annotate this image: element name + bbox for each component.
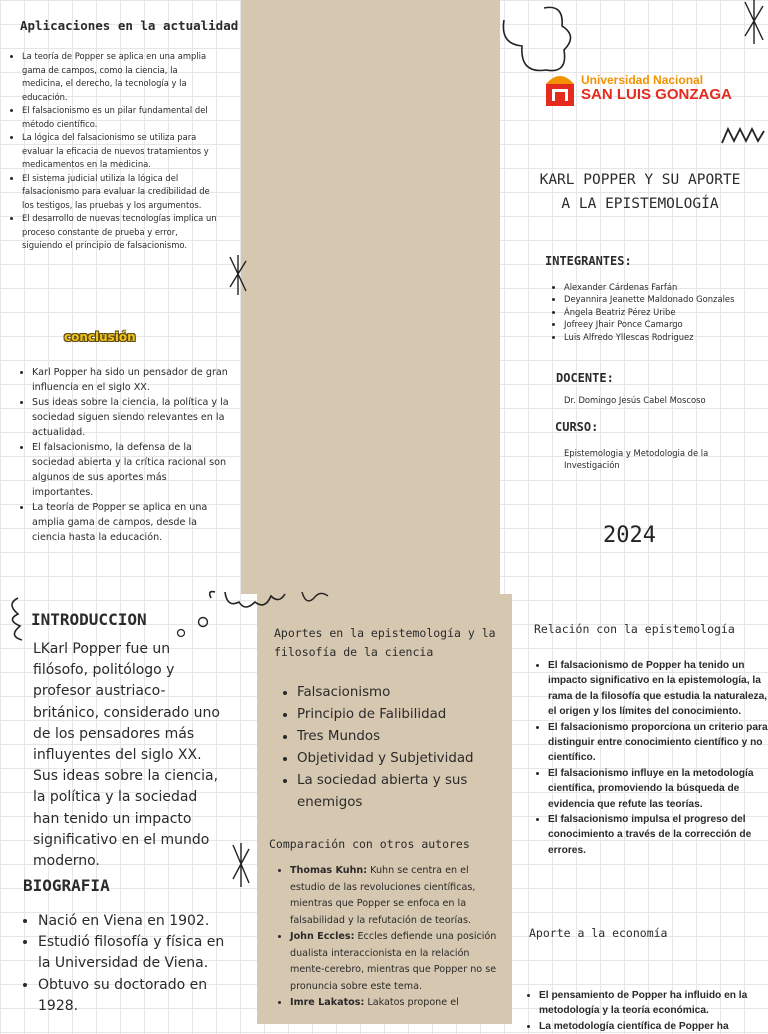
list-item	[290, 863, 500, 929]
author-comparison: Kuhn se centra en el estudio de las revoluciones científicas, mientras que Popper se enfoca en la falsabilidad y la refutación de teorías.	[290, 865, 476, 926]
relacion-list	[530, 658, 768, 858]
curso-name: Epistemologia y Metodologia de la Investigación	[564, 448, 709, 471]
cover-title-line1: KARL POPPER Y SU APORTE	[539, 172, 741, 188]
aplicaciones-list	[4, 50, 218, 253]
university-name-line2: SAN LUIS GONZAGA	[581, 86, 732, 103]
bio-list	[20, 911, 228, 1017]
list-item: • El falsacionismo de Popper ha tenido un impacto significativo en la epistemología, la rama de la filosofía que estudia la naturaleza, el origen y los límites del conocimiento.	[548, 658, 768, 720]
list-item: • Tres Mundos	[297, 726, 512, 748]
list-item: • La teoría de Popper se aplica en una amplia gama de campos, desde la ciencia hasta la educación.	[32, 500, 230, 545]
author-name: Imre Lakatos:	[290, 997, 365, 1008]
docente-label: DOCENTE:	[556, 371, 614, 385]
list-item: • La lógica del falsacionismo se utiliza para evaluar la eficacia de nuevos tratamientos y medicamentos en la medicina.	[22, 131, 218, 172]
list-item: • El falsacionismo impulsa el progreso del conocimiento a través de la corrección de errores.	[548, 812, 768, 858]
comparacion-list	[272, 863, 500, 1012]
list-item: • Luis Alfredo Yllescas Rodriguez	[564, 331, 744, 343]
author-name: Thomas Kuhn:	[290, 865, 368, 876]
university-name-line1: Universidad Nacional	[581, 73, 704, 87]
economia-title: Aporte a la economía	[529, 926, 668, 940]
intro-title: INTRODUCCION	[31, 610, 147, 629]
aplicaciones-title: Aplicaciones en la actualidad	[20, 18, 239, 33]
list-item: • Alexander Cárdenas Farfán	[564, 281, 744, 293]
wave-doodle-icon	[300, 588, 330, 610]
cloud-doodle-icon	[205, 588, 295, 618]
bracket-doodle-icon	[4, 596, 28, 642]
list-item: • La teoría de Popper se aplica en una amplia gama de campos, como la ciencia, la medicina, el derecho, la tecnología y la educación.	[22, 50, 218, 104]
star-doodle-icon	[226, 255, 250, 295]
list-item: • Falsacionismo	[297, 682, 512, 704]
star-doodle-icon	[229, 843, 253, 887]
list-item: • Sus ideas sobre la ciencia, la política y la sociedad siguen siendo relevantes en la actualidad.	[32, 395, 230, 440]
aportes-title: Aportes en la epistemología y la filosofía de la ciencia	[274, 626, 496, 659]
list-item	[290, 995, 500, 1012]
curso-label: CURSO:	[555, 420, 599, 434]
economia-list	[521, 988, 768, 1034]
cover-year: 2024	[603, 523, 656, 548]
list-item: • Objetividad y Subjetividad	[297, 748, 512, 770]
integrantes-list	[546, 281, 744, 343]
conclusion-list	[14, 365, 230, 545]
author-comparison: Eccles defiende una posición dualista interaccionista en la relación mente-cerebro, mientras que Popper no se pronuncia sobre este tema.	[290, 931, 497, 992]
comparacion-title: Comparación con otros autores	[269, 837, 470, 851]
cloud-doodle-icon	[498, 0, 578, 80]
list-item: • Karl Popper ha sido un pensador de gran influencia en el siglo XX.	[32, 365, 230, 395]
list-item: • El falsacionismo influye en la metodología científica, promoviendo la búsqueda de evidencia que refute las teorías.	[548, 766, 768, 812]
list-item: • La metodología científica de Popper ha	[539, 1019, 768, 1034]
list-item: • Principio de Falibilidad	[297, 704, 512, 726]
middle-top-panel	[241, 0, 500, 594]
list-item: • Deyannira Jeanette Maldonado Gonzales	[564, 293, 744, 305]
list-item: • Jofreey Jhair Ponce Camargo	[564, 318, 744, 330]
list-item: • El desarrollo de nuevas tecnologías implica un proceso constante de prueba y error, siguiendo el principio de falsacionismo.	[22, 212, 218, 253]
star-doodle-icon	[741, 0, 767, 44]
docente-name: Dr. Domingo Jesús Cabel Moscoso	[564, 395, 706, 405]
list-item: • El sistema judicial utiliza la lógica del falsacionismo para evaluar la credibilidad de los testigos, las pruebas y los argumentos.	[22, 172, 218, 213]
list-item	[290, 929, 500, 995]
bio-title: BIOGRAFIA	[23, 876, 110, 895]
conclusion-title: conclusión	[64, 330, 136, 344]
list-item: • El falsacionismo proporciona un criterio para distinguir entre conocimiento científico y no científico.	[548, 720, 768, 766]
list-item: • El falsacionismo, la defensa de la sociedad abierta y la crítica racional son algunos de sus aportes más importantes.	[32, 440, 230, 500]
list-item: • El falsacionismo es un pilar fundamental del método científico.	[22, 104, 218, 131]
intro-text: LKarl Popper fue un filósofo, politólogo y profesor austriaco-británico, considerado uno de los pensadores más influyentes del siglo XX. Sus ideas sobre la ciencia, la política y la sociedad han tenido un impacto significativo en el mundo moderno.	[33, 641, 220, 870]
circle-doodle-icon	[176, 628, 186, 638]
zigzag-doodle-icon	[720, 125, 768, 147]
integrantes-label: INTEGRANTES:	[545, 254, 632, 268]
author-comparison: Lakatos propone el	[364, 997, 459, 1008]
relacion-title: Relación con la epistemología	[534, 622, 735, 636]
author-name: John Eccles:	[290, 931, 355, 942]
circle-doodle-icon	[197, 616, 209, 628]
cover-title	[530, 168, 750, 216]
list-item: • El pensamiento de Popper ha influido en la metodología y la teoría económica.	[539, 988, 768, 1019]
list-item: • Estudió filosofía y física en la Universidad de Viena.	[38, 932, 228, 974]
list-item: • La sociedad abierta y sus enemigos	[297, 770, 512, 814]
cover-title-line2: A LA EPISTEMOLOGÍA	[561, 196, 719, 212]
list-item: • Nació en Viena en 1902.	[38, 911, 228, 932]
aportes-list	[279, 682, 512, 814]
list-item: • Obtuvo su doctorado en 1928.	[38, 975, 228, 1017]
list-item: • Ángela Beatriz Pérez Uribe	[564, 306, 744, 318]
